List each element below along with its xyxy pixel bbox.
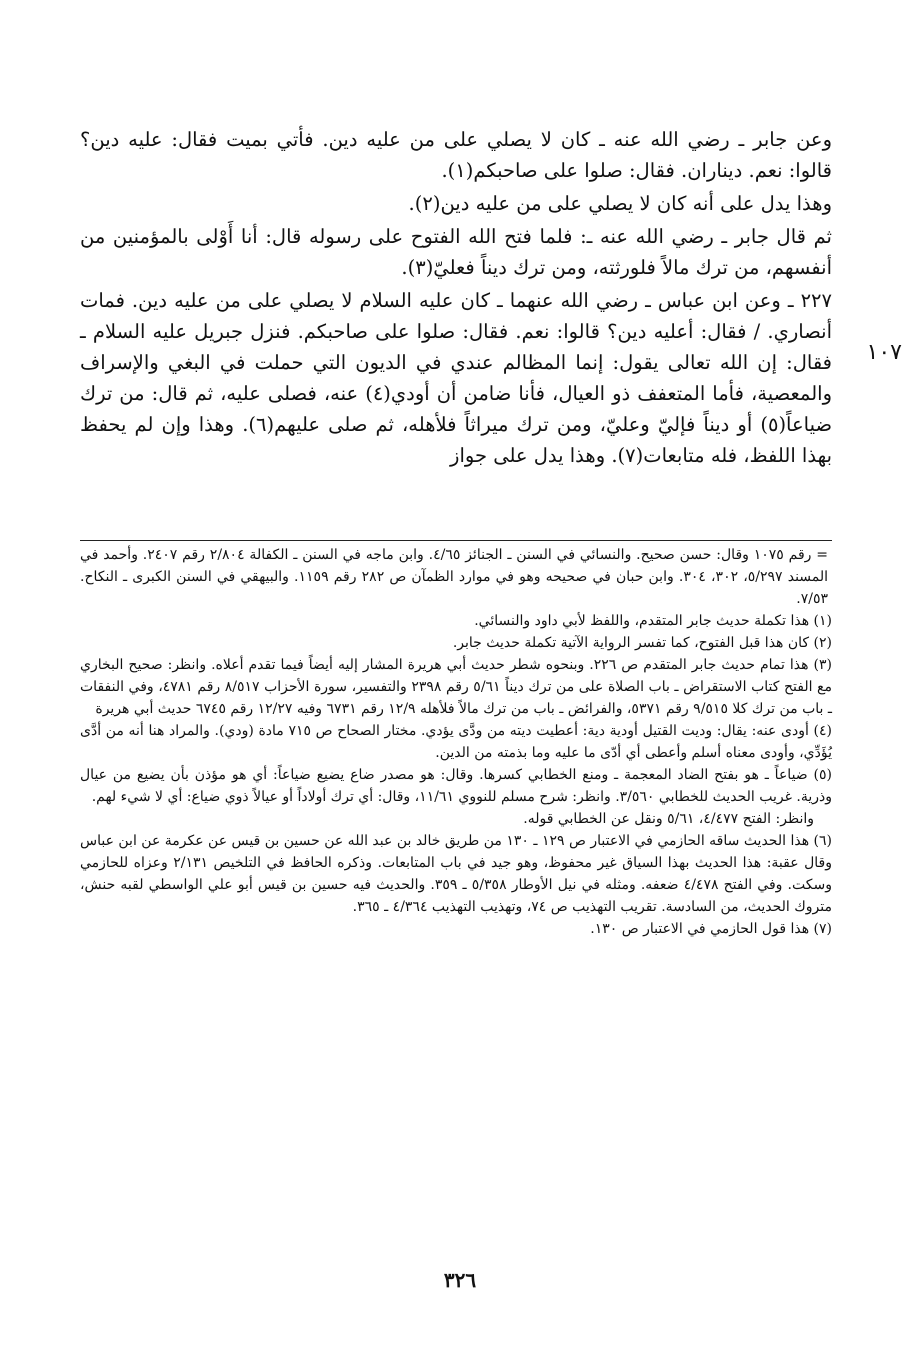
- footnotes-section: [80, 544, 832, 940]
- footnote-1: (١) هذا تكملة حديث جابر المتقدم، واللفظ لأبي داود والنسائي.: [474, 613, 832, 629]
- footnote-3: (٣) هذا تمام حديث جابر المتقدم ص ٢٢٦. وبنحوه شطر حديث أبي هريرة المشار إليه أيضاً فيما تقدم أعلاه. وانظر: صحيح البخاري مع الفتح كتاب الاستقراض ـ باب الصلاة على من ترك ديناً ٥/٦١ رقم ٢٣٩٨ والتفسير، سورة الأحزاب ٨/٥١٧ رقم ٤٧٨١، وفي النفقات ـ باب من ترك كلا ٩/٥١٥ رقم ٥٣٧١، والفرائض ـ باب من ترك مالاً فلأهله ١٢/٩ رقم ٦٧٣١ وفيه ١٢/٢٧ رقم ٦٧٤٥ حديث أبي هريرة: [80, 657, 833, 717]
- footnote-4: (٤) أودى عنه: يقال: وديت القتيل أودية دية: أعطيت ديته من ودَّى يؤدي. مختار الصحاح ص ٧١٥ مادة (ودي). والمراد هنا أنه من أدَّى يُؤَدِّي، وأودى معناه أسلم وأعطى أي أدّى ما عليه وما بذمته من الدين.: [80, 723, 832, 761]
- paragraph-inference: وهذا يدل على أنه كان لا يصلي على من عليه دين(٢).: [408, 192, 832, 215]
- paragraph-jabir-hadith: وعن جابر ـ رضي الله عنه ـ كان لا يصلي على من عليه دين. فأتي بميت فقال: عليه دين؟ قالوا: نعم. ديناران. فقال: صلوا على صاحبكم(١).: [80, 128, 832, 182]
- page-number: ٣٢٦: [443, 1268, 477, 1292]
- footnote-continuation: = رقم ١٠٧٥ وقال: حسن صحيح. والنسائي في السنن ـ الجنائز ٤/٦٥. وابن ماجه في السنن ـ الكفالة ٢/٨٠٤ رقم ٢٤٠٧. وأحمد في المسند ٥/٢٩٧، ٣٠٢، ٣٠٤. وابن حبان في صحيحه وهو في موارد الظمآن ص ٢٨٢ رقم ١١٥٩. والبيهقي في السنن الكبرى ـ النكاح. ٧/٥٣.: [80, 547, 829, 607]
- footnote-divider: [80, 540, 832, 541]
- footnote-5: (٥) ضياعاً ـ هو بفتح الضاد المعجمة ـ ومنع الخطابي كسرها. وقال: هو مصدر ضاع يضيع ضياعاً: أي هو مؤذن بأن يضيع من عيال وذرية. غريب الحديث للخطابي ٣/٥٦٠. وانظر: شرح مسلم للنووي ١١/٦١، وقال: أي ترك أولاداً أو عيالاً ذوي ضياع: أي لا شيء لهم.: [80, 767, 833, 805]
- paragraph-hadith-227: ٢٢٧ ـ وعن ابن عباس ـ رضي الله عنهما ـ كان عليه السلام لا يصلي على من عليه دين. فمات أنصاري. / فقال: أعليه دين؟ قالوا: نعم. فقال: صلوا على صاحبكم. فنزل جبريل عليه السلام ـ فقال: إن الله تعالى يقول: إنما المظالم عندي في الديون التي حملت في البغي والإسراف والمعصية، فأما المتعفف ذو العيال، فأنا ضامن أن أودي(٤) عنه، فصلى عليه، ثم قال: من ترك ضياعاً(٥) أو ديناً فإليّ وعليّ، ومن ترك ميراثاً فلأهله، ثم صلى عليهم(٦). وهذا وإن لم يحفظ بهذا اللفظ، فله متابعات(٧). وهذا يدل على جواز: [80, 289, 833, 467]
- footnote-6: (٦) هذا الحديث ساقه الحازمي في الاعتبار ص ١٢٩ ـ ١٣٠ من طريق خالد بن عبد الله عن حسين بن قيس عن عكرمة عن ابن عباس وقال عقبة: هذا الحديث بهذا السياق غير محفوظ، وهو جيد في باب المتابعات. وذكره الحافظ في التلخيص ٢/١٣١ وعزاه للحازمي وسكت. وفي الفتح ٤/٤٧٨ ضعفه. ومثله في نيل الأوطار ٥/٣٥٨ ـ ٣٥٩. والحديث فيه حسين بن قيس أبو علي الواسطي لقبه حنش، متروك الحديث، من السادسة. تقريب التهذيب ص ٧٤، وتهذيب التهذيب ٤/٣٦٤ ـ ٣٦٥.: [80, 833, 832, 915]
- footnote-5-addendum: وانظر: الفتح ٤/٤٧٧، ٥/٦١ ونقل عن الخطابي قوله.: [523, 811, 814, 827]
- footnote-2: (٢) كان هذا قبل الفتوح، كما تفسر الرواية الآتية تكملة حديث جابر.: [452, 635, 832, 651]
- main-text-body: [80, 124, 832, 473]
- footnote-7: (٧) هذا قول الحازمي في الاعتبار ص ١٣٠.: [590, 921, 832, 937]
- margin-folio-number: ١٠٧: [866, 340, 902, 365]
- paragraph-jabir-continuation: ثم قال جابر ـ رضي الله عنه ـ: فلما فتح الله الفتوح على رسوله قال: أنا أَوْلى بالمؤمنين من أنفسهم، من ترك مالاً فلورثته، ومن ترك ديناً فعليّ(٣).: [80, 225, 832, 279]
